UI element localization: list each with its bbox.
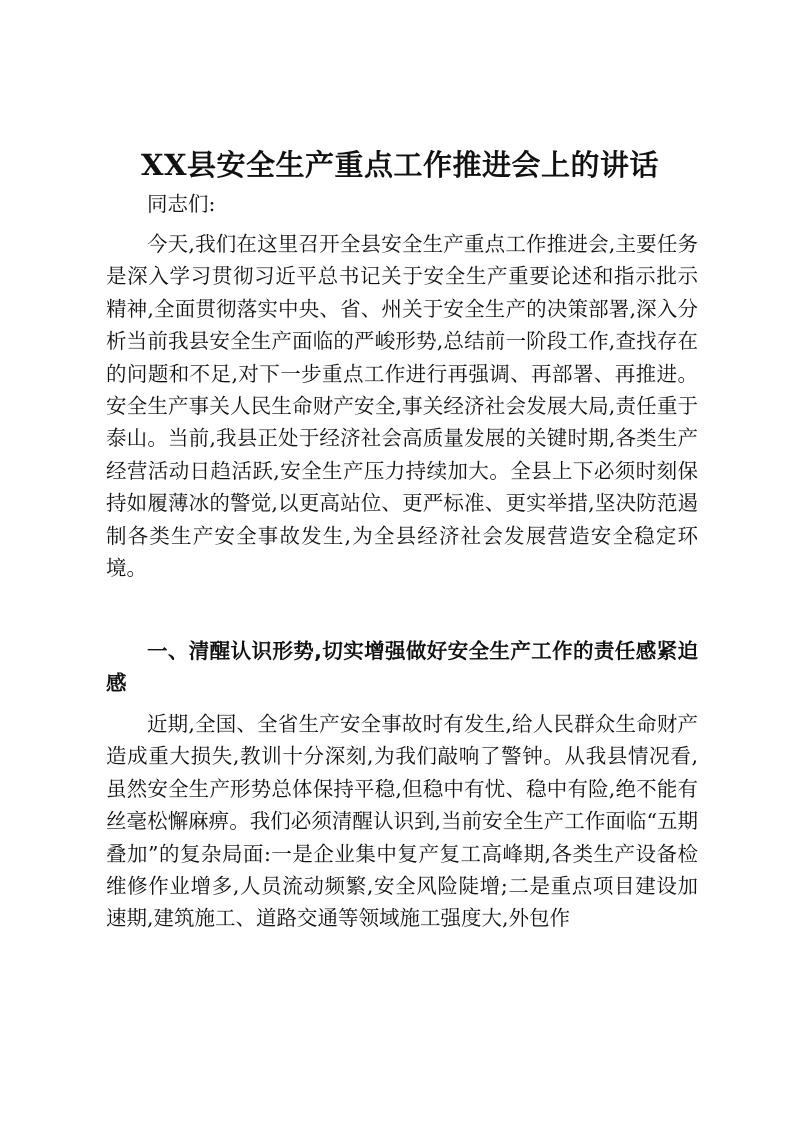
document-title: XX县安全生产重点工作推进会上的讲话 <box>140 148 659 182</box>
section-heading-1: 一、清醒认识形势,切实增强做好安全生产工作的责任感紧迫感 <box>106 639 698 696</box>
salutation: 同志们: <box>147 192 216 216</box>
paragraph-intro: 今天,我们在这里召开全县安全生产重点工作推进会,主要任务是深入学习贯彻习近平总书记关于安全生产重要论述和指示批示精神,全面贯彻落实中央、省、州关于安全生产的决策部署,深入分析当前我县安全生产面临的严峻形势,总结前一阶段工作,查找存在的问题和不足,对下一步重点工作进行再强调、再部署、再推进。安全生产事关人民生命财产安全,事关经济社会发展大局,责任重于泰山。当前,我县正处于经济社会高质量发展的关键时期,各类生产经营活动日趋活跃,安全生产压力持续加大。全县上下必须时刻保持如履薄冰的警觉,以更高站位、更严标准、更实举措,坚决防范遏制各类生产安全事故发生,为全县经济社会发展营造安全稳定环境。 <box>106 232 698 581</box>
paragraph-situation: 近期,全国、全省生产安全事故时有发生,给人民群众生命财产造成重大损失,教训十分深刻,为我们敲响了警钟。从我县情况看,虽然安全生产形势总体保持平稳,但稳中有忧、稳中有险,绝不能有丝毫松懈麻痹。我们必须清醒认识到,当前安全生产工作面临“五期叠加”的复杂局面:一是企业集中复产复工高峰期,各类生产设备检维修作业增多,人员流动频繁,安全风险陡增;二是重点项目建设加速期,建筑施工、道路交通等领域施工强度大,外包作 <box>106 712 698 931</box>
